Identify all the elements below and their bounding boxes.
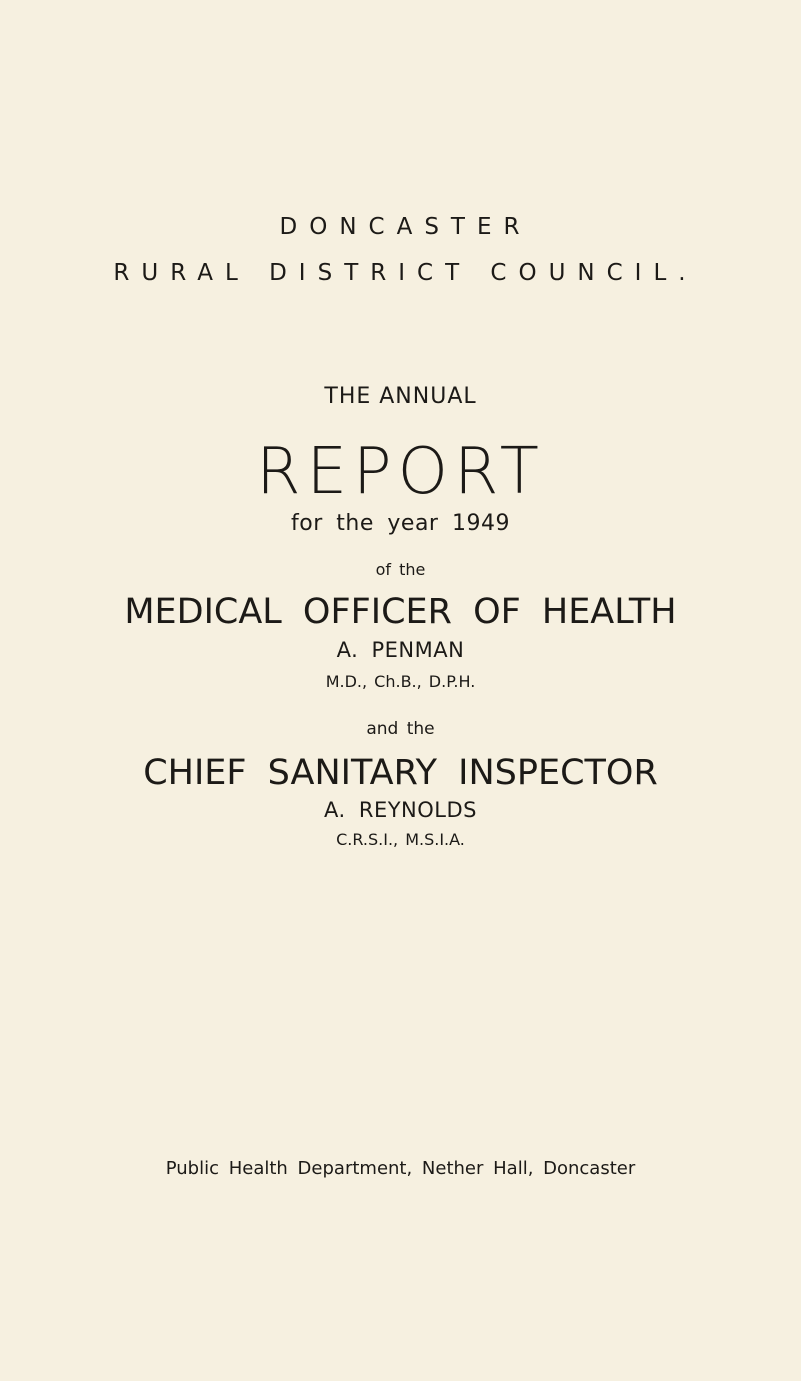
inspector-title: CHIEF SANITARY INSPECTOR — [143, 753, 658, 793]
inspector-qualifications: C.R.S.I., M.S.I.A. — [336, 830, 465, 849]
officer-qualifications: M.D., Ch.B., D.P.H. — [325, 672, 476, 691]
council-name: RURAL DISTRICT COUNCIL. — [113, 260, 698, 286]
heading-the-annual: THE ANNUAL — [324, 384, 477, 409]
officer-name: A. PENMAN — [336, 638, 465, 662]
officer-title: MEDICAL OFFICER OF HEALTH — [124, 592, 677, 632]
authority-name: DONCASTER — [279, 214, 532, 240]
inspector-name: A. REYNOLDS — [324, 798, 477, 822]
publisher-footer: Public Health Department, Nether Hall, Doncaster — [165, 1158, 636, 1179]
heading-report: REPORT — [256, 435, 545, 509]
report-year: for the year 1949 — [291, 511, 510, 536]
connector-of-the: of the — [375, 560, 426, 579]
connector-and-the: and the — [366, 719, 435, 739]
